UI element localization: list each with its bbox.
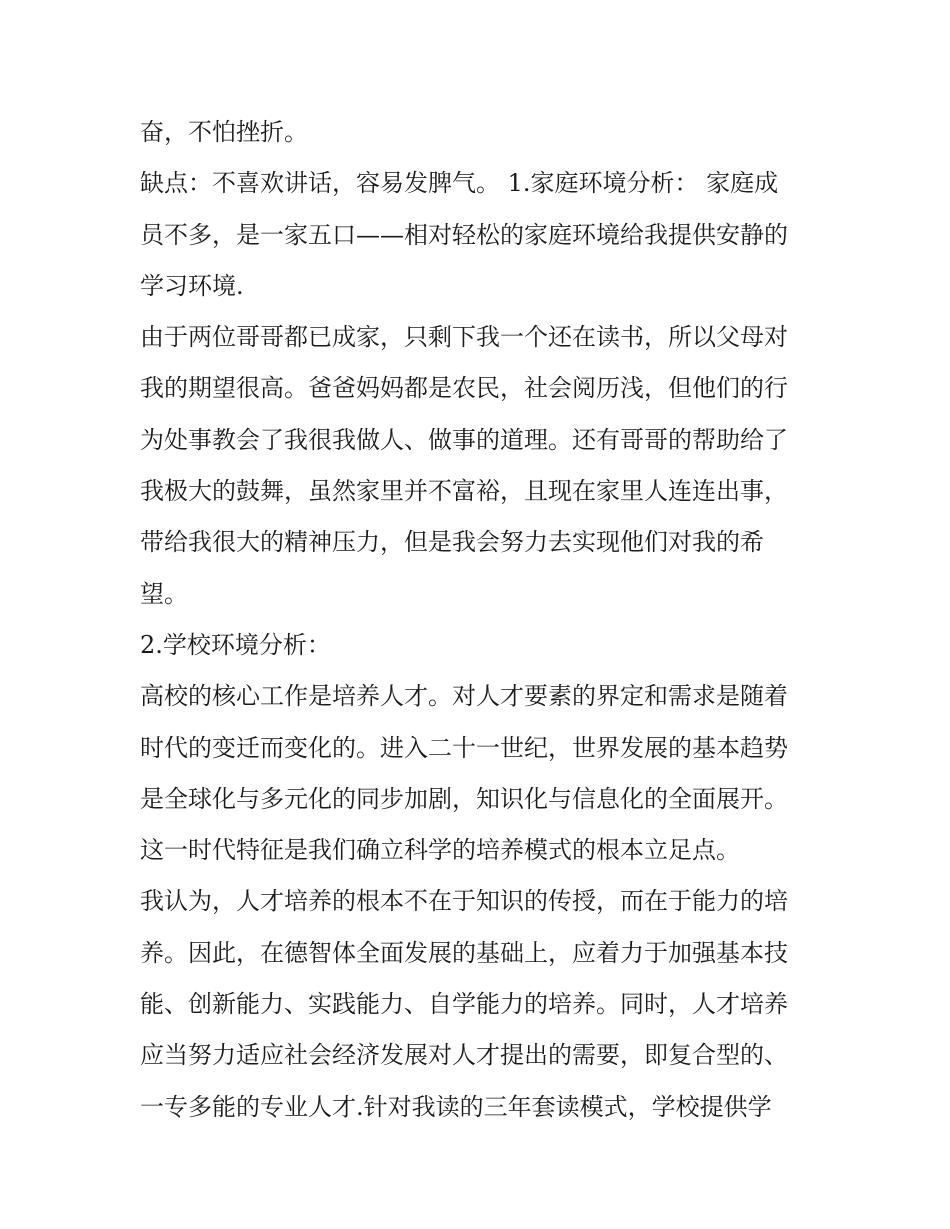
text-line: 带给我很大的精神压力，但是我会努力去实现他们对我的希 xyxy=(140,528,764,557)
text-line: 缺点：不喜欢讲话，容易发脾气。 1.家庭环境分析： 家庭成 xyxy=(140,169,779,198)
text-line: 应当努力适应社会经济发展对人才提出的需要，即复合型的、 xyxy=(140,1041,788,1070)
text-line: 我的期望很高。爸爸妈妈都是农民，社会阅历浅，但他们的行 xyxy=(140,374,788,403)
text-line: 时代的变迁而变化的。进入二十一世纪，世界发展的基本趋势 xyxy=(140,733,788,762)
text-line: 是全球化与多元化的同步加剧，知识化与信息化的全面展开。 xyxy=(140,784,788,813)
text-line: 高校的核心工作是培养人才。对人才要素的界定和需求是随着 xyxy=(140,682,788,711)
text-line: 员不多，是一家五口——相对轻松的家庭环境给我提供安静的 xyxy=(140,220,788,249)
text-line: 这一时代特征是我们确立科学的培养模式的根本立足点。 xyxy=(140,836,740,865)
text-line: 养。因此，在德智体全面发展的基础上，应着力于加强基本技 xyxy=(140,938,788,967)
body-text xyxy=(140,107,820,1133)
text-line: 为处事教会了我很我做人、做事的道理。还有哥哥的帮助给了 xyxy=(140,425,788,454)
text-line: 我认为，人才培养的根本不在于知识的传授，而在于能力的培 xyxy=(140,887,788,916)
text-line: 一专多能的专业人才.针对我读的三年套读模式，学校提供学 xyxy=(140,1092,772,1121)
text-line: 学习环境. xyxy=(140,271,244,300)
text-line: 奋，不怕挫折。 xyxy=(140,118,308,146)
text-line: 由于两位哥哥都已成家，只剩下我一个还在读书，所以父母对 xyxy=(140,323,788,352)
section-heading-school: 2.学校环境分析： xyxy=(140,630,331,659)
text-line: 望。 xyxy=(140,579,188,608)
text-line: 我极大的鼓舞，虽然家里并不富裕，且现在家里人连连出事， xyxy=(140,477,788,506)
text-line: 能、创新能力、实践能力、自学能力的培养。同时，人才培养 xyxy=(140,990,788,1019)
